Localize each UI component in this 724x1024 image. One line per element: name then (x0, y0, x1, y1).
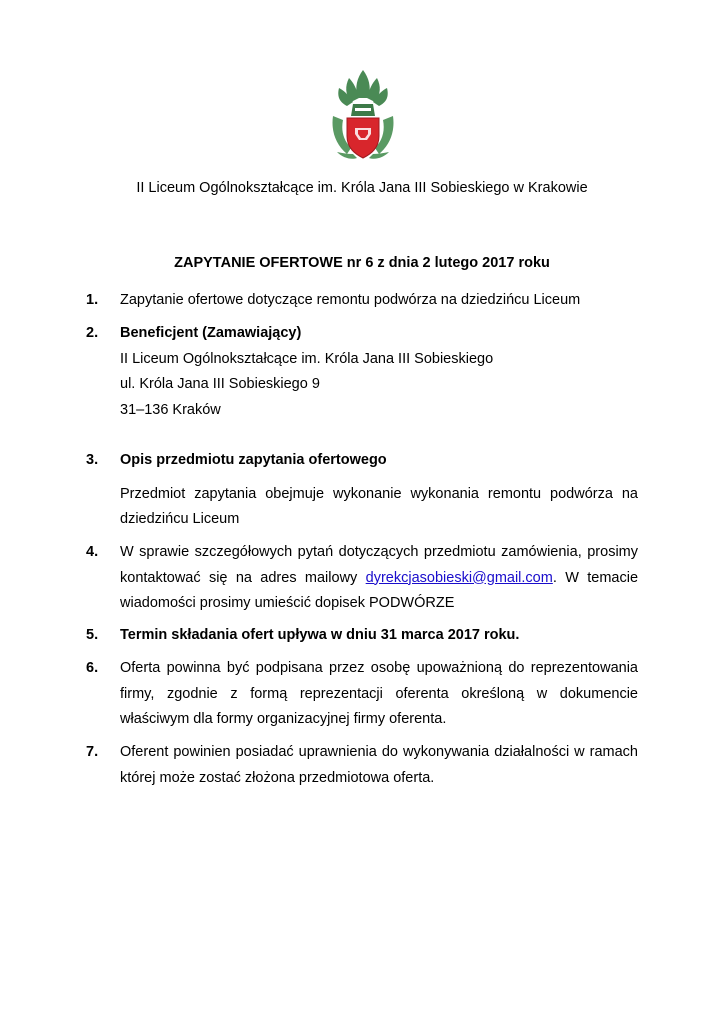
contact-text: kontaktować się na adres mailowy (120, 569, 358, 586)
list-item-6 (86, 656, 638, 733)
item-number: 3. (86, 452, 99, 468)
item-paragraph-line: której może zostać złożona przedmiotowa oferta. (120, 769, 435, 786)
list-item-7 (86, 740, 638, 791)
list-item-1 (86, 288, 638, 314)
beneficiary-city: 31–136 Kraków (120, 401, 221, 418)
contact-text-after: . W temacie (552, 569, 639, 586)
item-paragraph-line: firmy, zgodnie z formą reprezentacji oferenta określoną w dokumencie (120, 685, 638, 702)
item-number: 6. (86, 660, 99, 676)
item-paragraph-line: Oferta powinna być podpisana przez osobę upoważnioną do reprezentowania (120, 660, 638, 676)
list-item-2 (86, 321, 638, 423)
item-paragraph-line: Przedmiot zapytania obejmuje wykonanie wykonania remontu podwórza na (120, 485, 638, 502)
item-paragraph-line: Oferent powinien posiadać uprawnienia do wykonywania działalności w ramach (120, 744, 638, 760)
email-link[interactable]: dyrekcjasobieski@gmail.com (365, 569, 553, 586)
item-text: Zapytanie ofertowe dotyczące remontu podwórza na dziedzińcu Liceum (120, 292, 581, 308)
item-number: 5. (86, 627, 99, 643)
school-crest-icon (327, 68, 399, 162)
item-paragraph-line: dziedzińcu Liceum (120, 511, 240, 527)
list-item-5 (86, 623, 638, 649)
item-number: 2. (86, 325, 99, 341)
item-number: 7. (86, 744, 99, 760)
item-paragraph-line: właściwym dla formy organizacyjnej firmy oferenta. (120, 711, 447, 727)
item-number: 4. (86, 544, 99, 560)
item-paragraph-line (120, 566, 638, 592)
item-paragraph-line: W sprawie szczegółowych pytań dotyczących przedmiotu zamówienia, prosimy (120, 544, 638, 560)
deadline-text: Termin składania ofert upływa w dniu 31 marca 2017 roku. (120, 627, 520, 643)
item-paragraph-line: wiadomości prosimy umieścić dopisek PODWÓRZE (120, 595, 455, 611)
beneficiary-street: ul. Króla Jana III Sobieskiego 9 (120, 376, 320, 392)
list-item-4 (86, 540, 638, 617)
document-title: ZAPYTANIE OFERTOWE nr 6 z dnia 2 lutego 2017 roku (174, 255, 550, 271)
item-number: 1. (86, 292, 99, 308)
list-item-3 (86, 448, 638, 533)
school-name: II Liceum Ogólnokształcące im. Króla Jana III Sobieskiego w Krakowie (136, 180, 588, 196)
beneficiary-name: II Liceum Ogólnokształcące im. Króla Jana III Sobieskiego (120, 350, 494, 367)
item-heading: Opis przedmiotu zapytania ofertowego (120, 452, 387, 468)
item-heading: Beneficjent (Zamawiający) (120, 325, 302, 341)
